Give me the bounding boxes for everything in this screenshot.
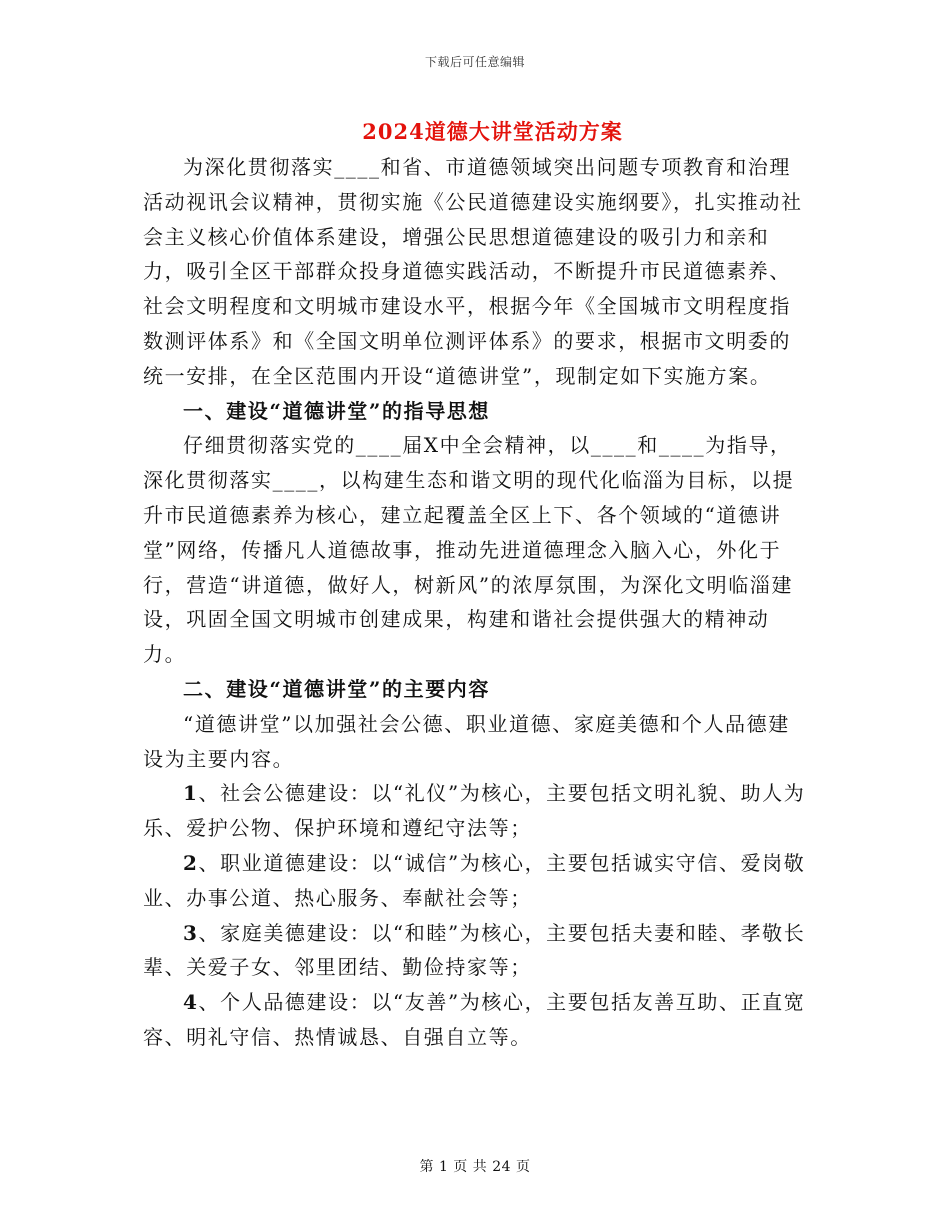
list-item-number: 3 xyxy=(183,920,199,945)
document-title: 2024道德大讲堂活动方案 xyxy=(362,119,623,144)
list-item-number: 2 xyxy=(183,850,199,875)
section-heading-guiding-ideology: 一、建设“道德讲堂”的指导思想 xyxy=(183,398,491,423)
list-item-text: 、个人品德建设：以“友善”为核心，主要包括友善互助、正直宽容、明礼守信、热情诚恳、自强自立等。 xyxy=(143,990,806,1049)
list-item-text: 、家庭美德建设：以“和睦”为核心，主要包括夫妻和睦、孝敬长辈、关爱子女、邻里团结、勤俭持家等； xyxy=(143,920,806,980)
list-item xyxy=(143,846,809,916)
section-paragraph-main-content: “道德讲堂”以加强社会公德、职业道德、家庭美德和个人品德建设为主要内容。 xyxy=(143,711,790,771)
section-heading-main-content: 二、建设“道德讲堂”的主要内容 xyxy=(183,676,491,701)
list-item xyxy=(143,916,809,986)
document-body xyxy=(143,150,809,1055)
list-item xyxy=(143,985,809,1055)
intro-paragraph: 为深化贯彻落实____和省、市道德领域突出问题专项教育和治理活动视讯会议精神，贯彻实施《公民道德建设实施纲要》，扎实推动社会主义核心价值体系建设，增强公民思想道德建设的吸引力和亲和力，吸引全区干部群众投身道德实践活动，不断提升市民道德素养、社会文明程度和文明城市建设水平，根据今年《全国城市文明程度指数测评体系》和《全国文明单位测评体系》的要求，根据市文明委的统一安排，在全区范围内开设“道德讲堂”，现制定如下实施方案。 xyxy=(143,155,803,388)
page-header-note: 下载后可任意编辑 xyxy=(424,55,525,69)
list-item xyxy=(143,776,809,846)
list-item-text: 、职业道德建设：以“诚信”为核心，主要包括诚实守信、爱岗敬业、办事公道、热心服务、奉献社会等； xyxy=(143,850,806,910)
list-item-number: 4 xyxy=(183,990,199,1015)
section-paragraph-guiding-ideology: 仔细贯彻落实党的____届X中全会精神，以____和____为指导，深化贯彻落实____，以构建生态和谐文明的现代化临淄为目标，以提升市民道德素养为核心，建立起覆盖全区上下、各个领域的“道德讲堂”网络，传播凡人道德故事，推动先进道德理念入脑入心，外化于行，营造“讲道德，做好人，树新风”的浓厚氛围，为深化文明临淄建设，巩固全国文明城市创建成果，构建和谐社会提供强大的精神动力。 xyxy=(143,433,795,667)
list-item-number: 1 xyxy=(183,781,199,806)
list-item-text: 、社会公德建设：以“礼仪”为核心，主要包括文明礼貌、助人为乐、爱护公物、保护环境和遵纪守法等； xyxy=(143,781,806,841)
page-number-footer: 第 1 页 共 24 页 xyxy=(419,1159,531,1175)
